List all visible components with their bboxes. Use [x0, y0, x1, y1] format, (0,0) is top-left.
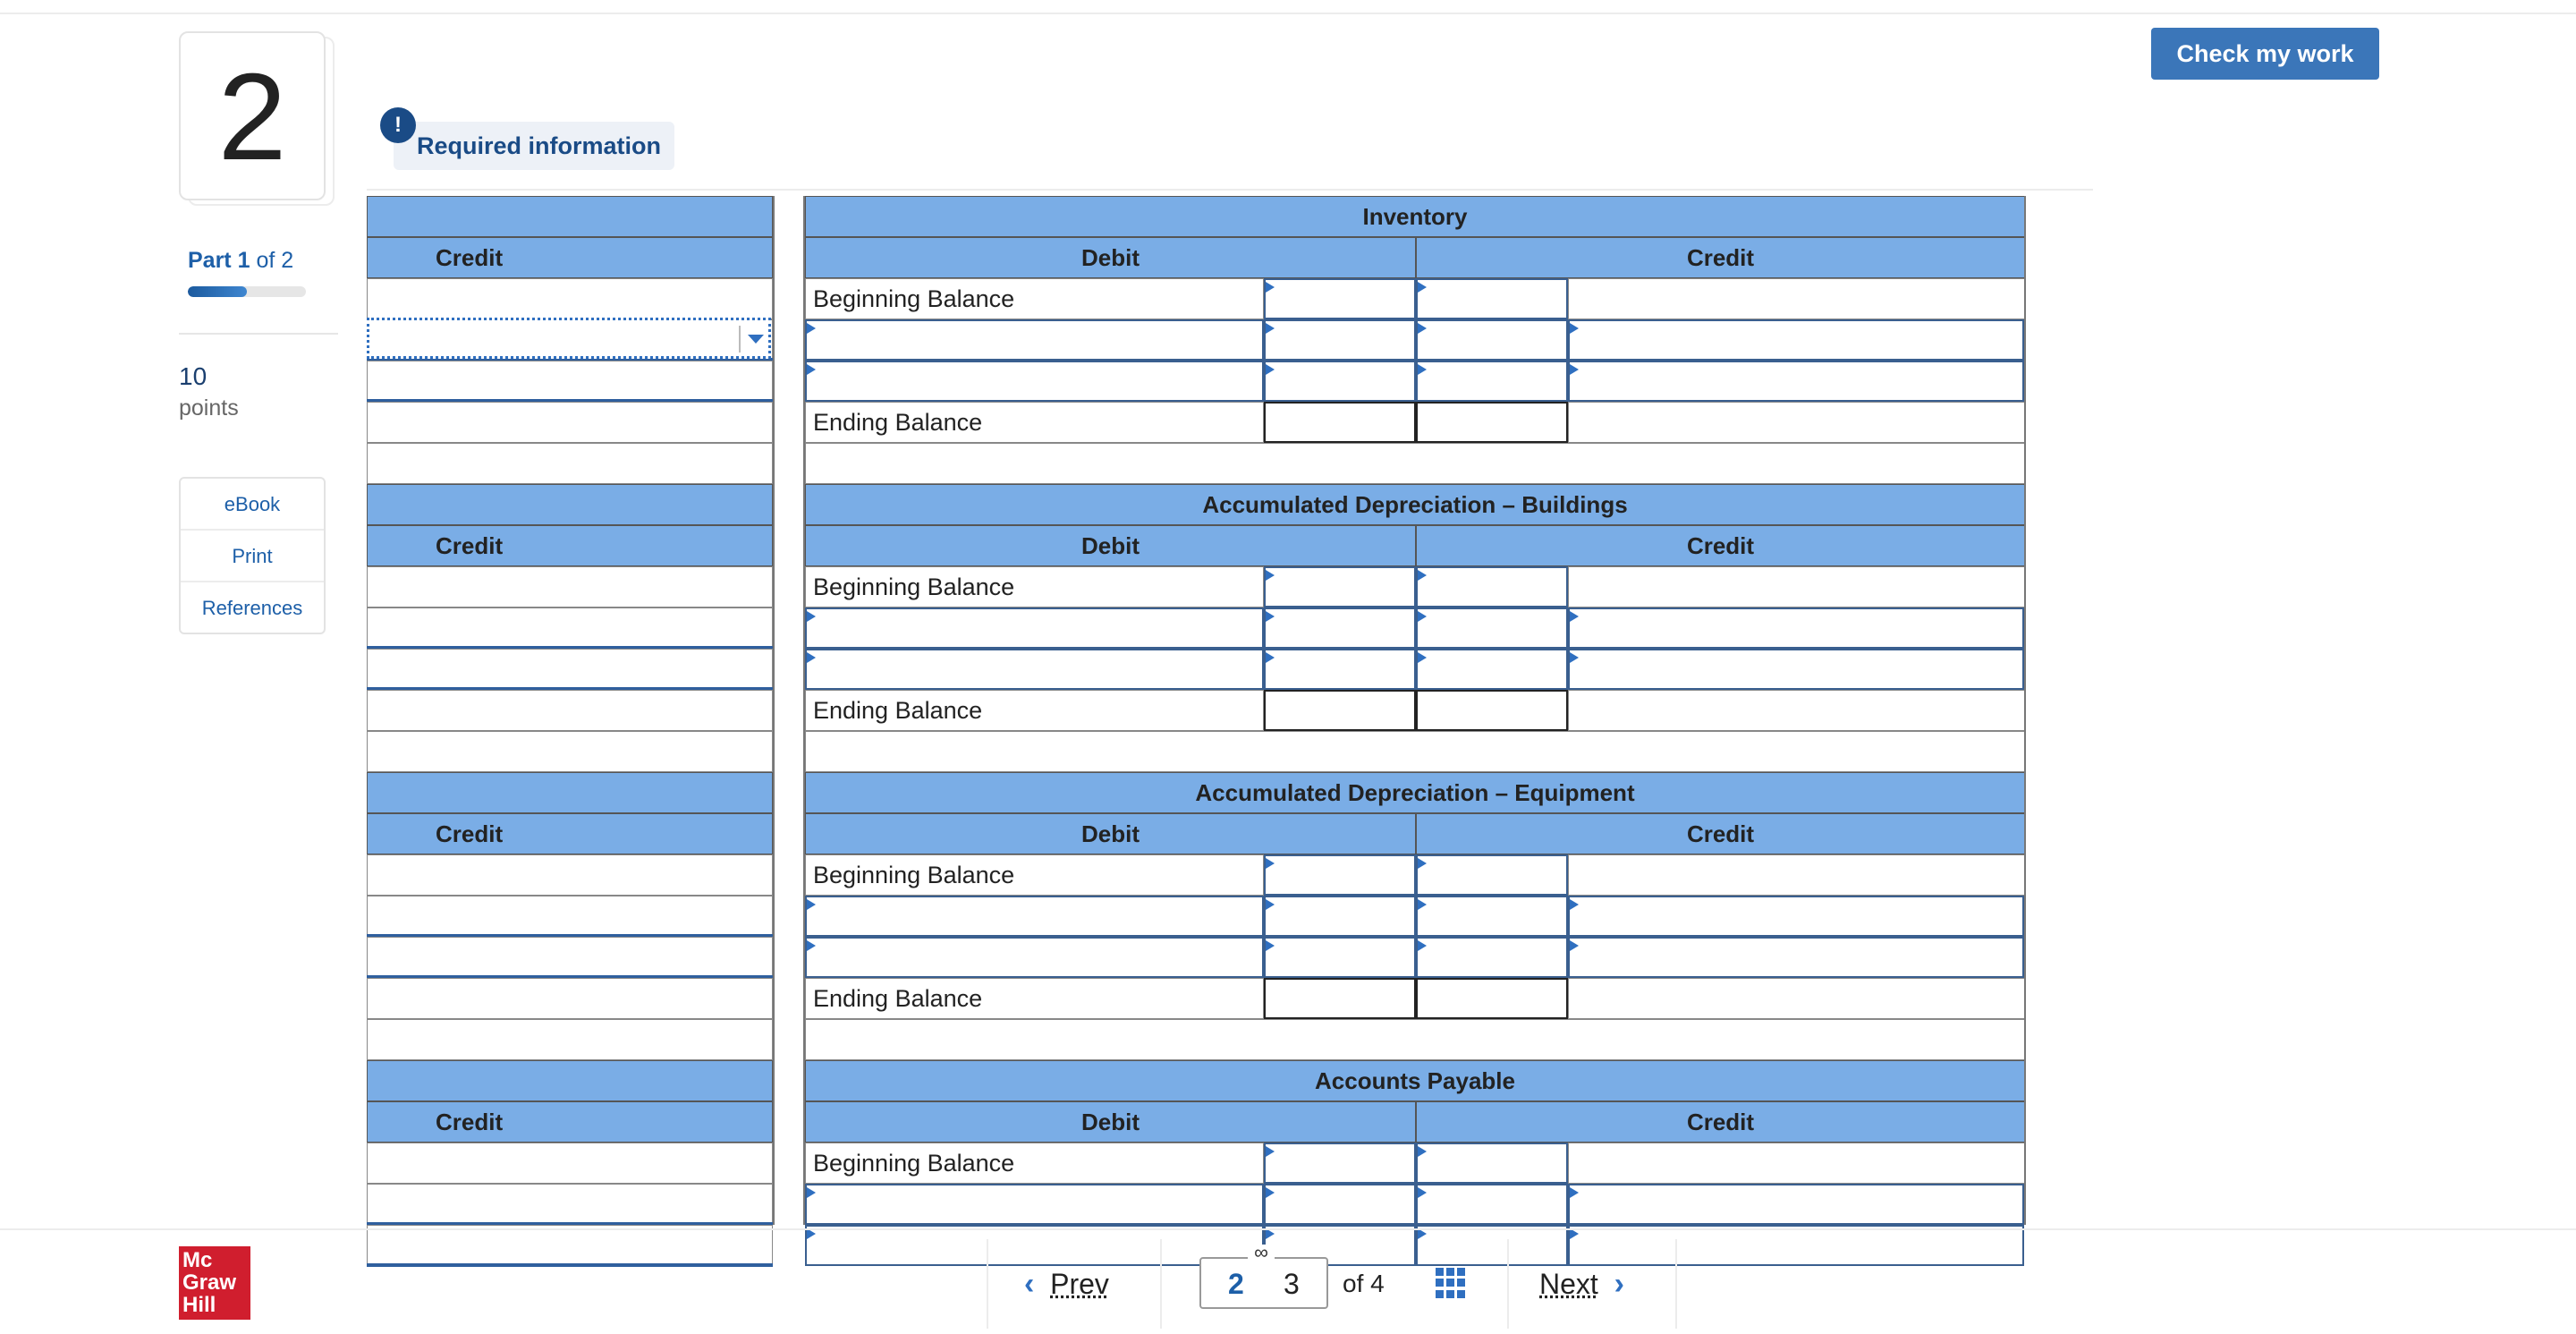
input-marker-icon — [1266, 1146, 1275, 1157]
chevron-down-icon[interactable] — [739, 326, 767, 353]
input-marker-icon — [1418, 858, 1427, 869]
part-of: of 2 — [256, 248, 294, 273]
pager-divider-left — [1160, 1239, 1162, 1329]
spacer-row — [805, 443, 2025, 484]
left-row — [367, 402, 773, 443]
footer-divider — [0, 1228, 2576, 1230]
input-marker-icon — [1266, 282, 1275, 293]
input-marker-icon — [1266, 858, 1275, 869]
debit-account-input[interactable] — [805, 896, 1264, 937]
table-gutter — [773, 196, 805, 1225]
credit-account-input[interactable] — [1568, 1184, 2024, 1225]
top-divider — [0, 13, 2576, 14]
spacer-row — [805, 1019, 2025, 1060]
input-marker-icon — [1570, 652, 1579, 663]
left-row[interactable] — [367, 566, 773, 608]
beginning-balance-label: Beginning Balance — [805, 566, 1264, 608]
input-marker-icon — [1418, 940, 1427, 951]
next-page-number: 3 — [1284, 1268, 1300, 1300]
tools-panel — [179, 477, 326, 634]
spacer-row — [805, 731, 2025, 772]
beginning-debit-input[interactable] — [1264, 566, 1416, 608]
ending-debit-total — [1264, 690, 1416, 731]
input-marker-icon — [1570, 899, 1579, 910]
part-progress-fill — [188, 286, 247, 297]
left-row[interactable] — [367, 278, 773, 319]
left-row[interactable] — [367, 608, 773, 649]
input-marker-icon — [1266, 323, 1275, 334]
ending-credit-total — [1416, 402, 1568, 443]
link-icon: ∞ — [1248, 1245, 1275, 1261]
question-number: 2 — [179, 31, 326, 200]
input-marker-icon — [807, 611, 816, 622]
left-credit-header: Credit — [367, 813, 773, 854]
points-value: 10 — [179, 362, 208, 390]
input-marker-icon — [807, 1187, 816, 1198]
debit-account-input[interactable] — [805, 319, 1264, 361]
credit-amount-input[interactable] — [1416, 649, 1568, 690]
credit-account-input[interactable] — [1568, 937, 2024, 978]
spacer-row — [367, 443, 773, 484]
ending-credit-total — [1416, 978, 1568, 1019]
credit-amount-input[interactable] — [1416, 1184, 1568, 1225]
prev-label: Prev — [1050, 1268, 1109, 1300]
debit-amount-input[interactable] — [1264, 937, 1416, 978]
pager — [987, 1239, 1677, 1329]
debit-account-input[interactable] — [805, 608, 1264, 649]
of-label: of — [1343, 1270, 1364, 1297]
credit-header: Credit — [1416, 525, 2025, 566]
spacer-row — [367, 1019, 773, 1060]
left-row[interactable] — [367, 937, 773, 978]
next-button[interactable] — [1539, 1259, 1624, 1309]
input-marker-icon — [1266, 940, 1275, 951]
debit-account-input[interactable] — [805, 1184, 1264, 1225]
debit-amount-input[interactable] — [1264, 896, 1416, 937]
beginning-debit-input[interactable] — [1264, 278, 1416, 319]
debit-amount-input[interactable] — [1264, 361, 1416, 402]
required-information-banner[interactable]: Required information — [394, 122, 674, 170]
beginning-credit-input[interactable] — [1416, 1143, 1568, 1184]
debit-header: Debit — [805, 237, 1416, 278]
current-page: 2 — [1228, 1268, 1244, 1300]
part-current: Part 1 — [188, 248, 250, 273]
required-divider — [367, 189, 2093, 191]
beginning-balance-label: Beginning Balance — [805, 854, 1264, 896]
logo-line-2: Graw — [182, 1270, 237, 1295]
logo-line-3: Hill — [182, 1293, 216, 1317]
beginning-balance-label: Beginning Balance — [805, 278, 1264, 319]
debit-amount-input[interactable] — [1264, 608, 1416, 649]
credit-account-input[interactable] — [1568, 319, 2024, 361]
info-alert-icon: ! — [380, 107, 416, 143]
debit-amount-input[interactable] — [1264, 319, 1416, 361]
account-title: Inventory — [805, 196, 2025, 237]
input-marker-icon — [807, 364, 816, 375]
left-row[interactable] — [367, 1143, 773, 1184]
input-marker-icon — [1266, 652, 1275, 663]
beginning-credit-blank — [1568, 854, 2025, 896]
mcgraw-hill-logo — [179, 1246, 250, 1320]
left-header-blank — [367, 196, 773, 237]
left-credit-header: Credit — [367, 237, 773, 278]
credit-account-input[interactable] — [1568, 361, 2024, 402]
references-link[interactable]: References — [201, 597, 303, 619]
prev-button[interactable] — [1024, 1259, 1109, 1309]
ebook-link[interactable]: eBook — [181, 479, 324, 531]
left-header-blank — [367, 1060, 773, 1101]
credit-amount-input[interactable] — [1416, 361, 1568, 402]
ending-credit-blank — [1568, 978, 2025, 1019]
input-marker-icon — [807, 652, 816, 663]
credit-account-input[interactable] — [1568, 896, 2024, 937]
input-marker-icon — [1266, 899, 1275, 910]
ending-balance-label: Ending Balance — [805, 690, 1264, 731]
next-label: Next — [1539, 1268, 1598, 1300]
debit-header: Debit — [805, 525, 1416, 566]
ending-balance-label: Ending Balance — [805, 978, 1264, 1019]
credit-header: Credit — [1416, 237, 2025, 278]
input-marker-icon — [1418, 652, 1427, 663]
left-row — [367, 690, 773, 731]
part-progress-bar — [188, 286, 306, 297]
part-indicator — [188, 248, 293, 274]
ending-credit-total — [1416, 690, 1568, 731]
input-marker-icon — [1266, 570, 1275, 581]
left-row[interactable] — [367, 854, 773, 896]
check-my-work-button[interactable]: Check my work — [2151, 28, 2379, 80]
debit-amount-input[interactable] — [1264, 1184, 1416, 1225]
left-credit-header: Credit — [367, 1101, 773, 1143]
beginning-debit-input[interactable] — [1264, 1143, 1416, 1184]
input-marker-icon — [1418, 364, 1427, 375]
print-link[interactable]: Print — [181, 531, 324, 582]
input-marker-icon — [1418, 570, 1427, 581]
input-marker-icon — [807, 899, 816, 910]
grid-icon[interactable] — [1436, 1268, 1466, 1298]
input-marker-icon — [1266, 611, 1275, 622]
input-marker-icon — [1570, 611, 1579, 622]
credit-header: Credit — [1416, 1101, 2025, 1143]
credit-amount-input[interactable] — [1416, 608, 1568, 649]
credit-amount-input[interactable] — [1416, 319, 1568, 361]
beginning-credit-blank — [1568, 1143, 2025, 1184]
account-title: Accumulated Depreciation – Equipment — [805, 772, 2025, 813]
ending-debit-total — [1264, 978, 1416, 1019]
debit-header: Debit — [805, 813, 1416, 854]
input-marker-icon — [1570, 940, 1579, 951]
ending-debit-total — [1264, 402, 1416, 443]
beginning-credit-input[interactable] — [1416, 278, 1568, 319]
page-number-box[interactable] — [1199, 1257, 1328, 1309]
beginning-credit-blank — [1568, 566, 2025, 608]
total-pages: 4 — [1370, 1270, 1385, 1297]
logo-line-1: Mc — [182, 1248, 213, 1272]
sidebar-divider — [179, 333, 338, 335]
ending-balance-label: Ending Balance — [805, 402, 1264, 443]
left-row[interactable] — [367, 361, 773, 402]
left-row[interactable] — [367, 1225, 773, 1266]
credit-amount-input[interactable] — [1416, 896, 1568, 937]
beginning-credit-blank — [1568, 278, 2025, 319]
chevron-left-icon: ‹ — [1024, 1267, 1035, 1301]
debit-amount-input[interactable] — [1264, 649, 1416, 690]
debit-account-input[interactable] — [805, 649, 1264, 690]
credit-account-input[interactable] — [1568, 608, 2024, 649]
input-marker-icon — [1266, 1187, 1275, 1198]
account-select-focused[interactable] — [367, 318, 771, 359]
table-right-border — [2024, 196, 2026, 1225]
beginning-credit-input[interactable] — [1416, 854, 1568, 896]
input-marker-icon — [1418, 282, 1427, 293]
left-credit-header: Credit — [367, 525, 773, 566]
beginning-balance-label: Beginning Balance — [805, 1143, 1264, 1184]
input-marker-icon — [1570, 1187, 1579, 1198]
input-marker-icon — [1418, 323, 1427, 334]
debit-account-input[interactable] — [805, 937, 1264, 978]
input-marker-icon — [1418, 1146, 1427, 1157]
account-title: Accounts Payable — [805, 1060, 2025, 1101]
input-marker-icon — [1570, 364, 1579, 375]
input-marker-icon — [807, 323, 816, 334]
left-header-blank — [367, 772, 773, 813]
debit-account-input[interactable] — [805, 361, 1264, 402]
input-marker-icon — [807, 940, 816, 951]
account-title: Accumulated Depreciation – Buildings — [805, 484, 2025, 525]
credit-header: Credit — [1416, 813, 2025, 854]
ending-credit-blank — [1568, 402, 2025, 443]
beginning-debit-input[interactable] — [1264, 854, 1416, 896]
beginning-credit-input[interactable] — [1416, 566, 1568, 608]
input-marker-icon — [1418, 1187, 1427, 1198]
chevron-right-icon: › — [1614, 1267, 1624, 1301]
ending-credit-blank — [1568, 690, 2025, 731]
spacer-row — [367, 731, 773, 772]
credit-amount-input[interactable] — [1416, 937, 1568, 978]
input-marker-icon — [1570, 323, 1579, 334]
input-marker-icon — [1266, 364, 1275, 375]
input-marker-icon — [1418, 611, 1427, 622]
page-total — [1343, 1270, 1385, 1298]
left-row[interactable] — [367, 649, 773, 690]
points-label: points — [179, 395, 239, 421]
pager-divider-right — [1507, 1239, 1509, 1329]
input-marker-icon — [1418, 899, 1427, 910]
debit-header: Debit — [805, 1101, 1416, 1143]
credit-account-input[interactable] — [1568, 649, 2024, 690]
left-row[interactable] — [367, 1184, 773, 1225]
left-row — [367, 978, 773, 1019]
left-row-underline — [367, 1263, 773, 1267]
left-row[interactable] — [367, 896, 773, 937]
left-header-blank — [367, 484, 773, 525]
